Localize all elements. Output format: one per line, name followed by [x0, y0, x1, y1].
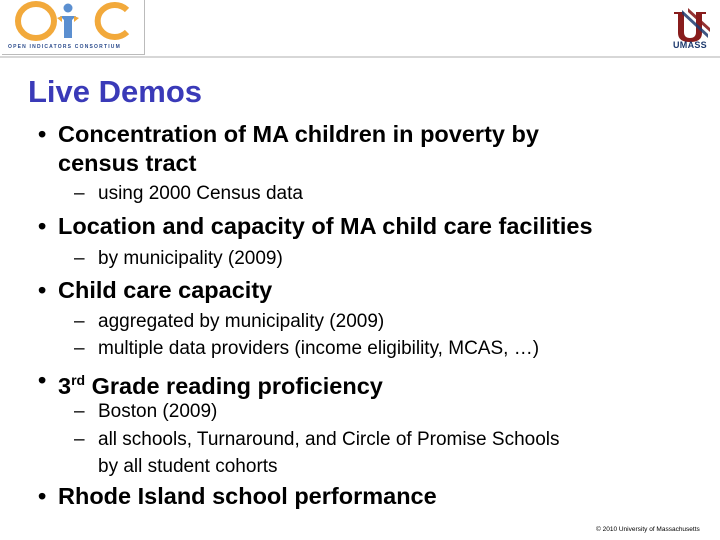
- sub-bullet-icon: –: [74, 429, 85, 450]
- slide-title: Live Demos: [28, 74, 203, 109]
- sub-bullet-text-continued: by all student cohorts: [98, 456, 278, 477]
- bullet-text: Location and capacity of MA child care facilities: [58, 213, 593, 239]
- header-divider: [0, 56, 720, 58]
- bullet-item: [38, 120, 539, 149]
- sub-bullet-text: aggregated by municipality (2009): [98, 311, 385, 332]
- bullet-item: [38, 366, 383, 401]
- bullet-text: Child care capacity: [58, 277, 273, 303]
- sub-bullet-text: by municipality (2009): [98, 248, 283, 269]
- bullet-item: [38, 212, 593, 241]
- sub-bullet-text: multiple data providers (income eligibility, MCAS, …): [98, 338, 540, 359]
- sub-bullet-icon: –: [74, 311, 85, 332]
- bullet-text-continued: census tract: [58, 150, 197, 176]
- copyright-footer: © 2010 University of Massachusetts: [596, 526, 700, 533]
- bullet-text-ordinal: rd: [71, 372, 86, 388]
- sub-bullet-text: all schools, Turnaround, and Circle of Promise Schools: [98, 429, 560, 450]
- bullet-item: [38, 482, 437, 511]
- sub-bullet-text: using 2000 Census data: [98, 183, 303, 204]
- sub-bullet-text: Boston (2009): [98, 401, 218, 422]
- sub-bullet-icon: –: [74, 401, 85, 422]
- bullet-icon: •: [38, 213, 47, 239]
- sub-bullet-item: [74, 308, 385, 335]
- bullet-icon: •: [38, 121, 47, 147]
- sub-bullet-item: [74, 426, 560, 453]
- bullet-text: Concentration of MA children in poverty by: [58, 121, 539, 147]
- umass-logo-text: UMASS: [672, 40, 707, 50]
- bullet-text: Rhode Island school performance: [58, 483, 437, 509]
- bullet-text: Grade reading proficiency: [85, 372, 383, 399]
- bullet-icon: •: [38, 483, 47, 509]
- bullet-item: [38, 276, 273, 305]
- sub-bullet-icon: –: [74, 338, 85, 359]
- sub-bullet-item: [74, 180, 303, 207]
- sub-bullet-item: [74, 335, 540, 362]
- sub-bullet-item: [74, 245, 283, 272]
- bullet-text-number: 3: [58, 372, 72, 399]
- oic-logo: [2, 0, 144, 56]
- sub-bullet-icon: –: [74, 248, 85, 269]
- bullet-icon: •: [38, 277, 47, 303]
- bullet-icon: •: [38, 367, 47, 393]
- oic-logo-caption: OPEN INDICATORS CONSORTIUM: [8, 44, 121, 50]
- sub-bullet-item: [74, 398, 218, 425]
- sub-bullet-icon: –: [74, 183, 85, 204]
